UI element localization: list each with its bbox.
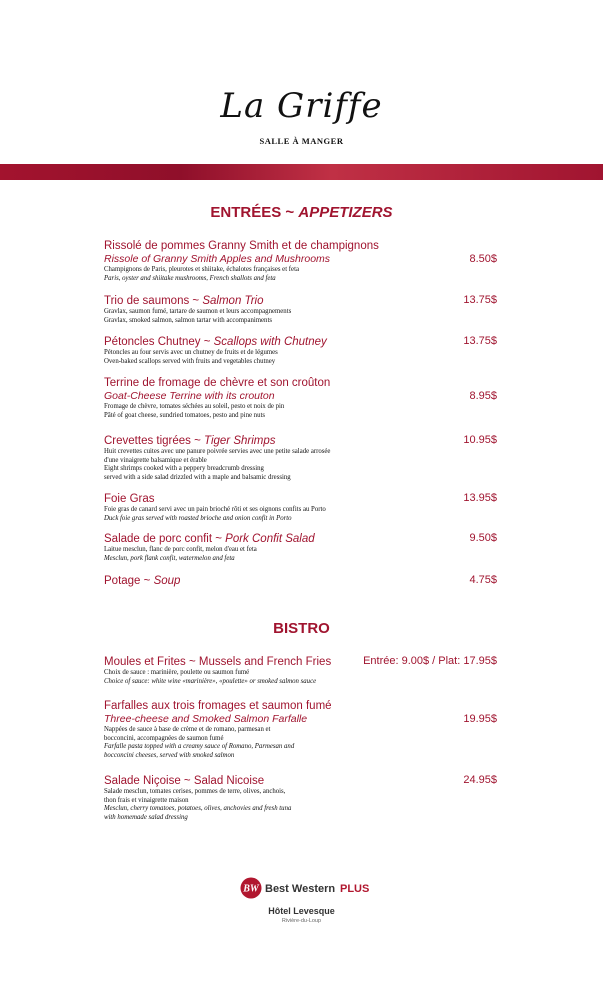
item-desc-en: Choice of sauce: white wine «marinière», «poulette» or smoked salmon sauce — [104, 677, 317, 685]
item-desc-en: Eight shrimps cooked with a peppery breadcrumb dressing — [104, 465, 264, 473]
item-name: Salade Niçoise ~ Salad Nicoise — [104, 775, 265, 787]
logo-mark: BW — [243, 883, 259, 895]
menu-item — [104, 434, 504, 482]
logo-text: Best Western — [265, 883, 336, 895]
menu-item — [104, 294, 504, 325]
item-desc-en: served with a side salad drizzled with a maple and balsamic dressing — [104, 473, 291, 481]
item-price: 13.95$ — [463, 492, 497, 504]
item-desc-fr: Choix de sauce : marinière, poulette ou saumon fumé — [104, 669, 250, 676]
menu-item — [104, 376, 504, 420]
menu-item — [104, 532, 504, 563]
item-price: 24.95$ — [463, 774, 497, 786]
item-desc-fr: d'une vinaigrette balsamique et érable — [104, 456, 207, 464]
item-name: Potage ~ Soup — [104, 575, 181, 587]
item-desc-en: Duck foie gras served with roasted brioche and onion confit in Porto — [104, 514, 292, 522]
menu-item — [104, 774, 504, 822]
item-name: Trio de saumons ~ Salmon Trio — [104, 295, 264, 307]
item-name-en: Rissole of Granny Smith Apples and Mushrooms — [104, 253, 331, 265]
item-desc-en: Farfalle pasta topped with a creamy sauce of Romano, Parmesan and — [104, 743, 295, 751]
item-desc-fr: bocconcini, accompagnées de saumon fumé — [104, 734, 224, 742]
logo-plus: PLUS — [340, 883, 369, 895]
item-desc-fr: Fromage de chèvre, tomates séchées au soleil, pesto et noix de pin — [104, 403, 285, 410]
item-desc-en: Mesclun, cherry tomatoes, potatoes, olives, anchovies and fresh tuna — [104, 805, 292, 813]
item-price: 4.75$ — [469, 574, 497, 586]
item-name-en: Three-cheese and Smoked Salmon Farfalle — [104, 713, 308, 725]
item-desc-fr: Nappées de sauce à base de crème et de romano, parmesan et — [104, 726, 271, 733]
hotel-city: Rivière-du-Loup — [281, 918, 322, 924]
item-desc-fr: Champignons de Paris, pleurotes et shiitake, échalotes françaises et feta — [104, 266, 299, 273]
item-desc-en: Paris, oyster and shiitake mushrooms, French shallots and feta — [104, 274, 276, 282]
item-desc-fr: Salade mesclun, tomates cerises, pommes de terre, olives, anchois, — [104, 788, 286, 795]
menu-item — [104, 335, 504, 366]
item-name: Crevettes tigrées ~ Tiger Shrimps — [104, 435, 276, 447]
item-desc-en: Mesclun, pork flank confit, watermelon and feta — [104, 554, 235, 562]
item-price: 13.75$ — [463, 294, 497, 306]
item-price: Entrée: 9.00$ / Plat: 17.95$ — [363, 655, 497, 667]
item-name: Pétoncles Chutney ~ Scallops with Chutney — [104, 336, 327, 348]
restaurant-subtitle: SALLE À MANGER — [259, 136, 344, 146]
item-desc-en: Pâté of goat cheese, sundried tomatoes, pesto and pine nuts — [104, 411, 266, 419]
item-name-en: Goat-Cheese Terrine with its crouton — [104, 390, 275, 402]
item-desc-fr: Laitue mesclun, flanc de porc confit, melon d'eau et feta — [104, 546, 257, 553]
menu-item — [104, 492, 504, 523]
item-price: 10.95$ — [463, 434, 497, 446]
item-price: 13.75$ — [463, 335, 497, 347]
best-western-logo — [239, 876, 369, 900]
item-desc-fr: Gravlax, saumon fumé, tartare de saumon et leurs accompagnements — [104, 308, 292, 315]
item-name: Terrine de fromage de chèvre et son croûton — [104, 377, 331, 389]
section-title-bistro: BISTRO — [273, 620, 330, 637]
item-desc-fr: Pétoncles au four servis avec un chutney de fruits et de légumes — [104, 349, 278, 356]
item-desc-en: with homemade salad dressing — [104, 813, 188, 821]
item-name: Rissolé de pommes Granny Smith et de champignons — [104, 240, 379, 252]
item-price: 8.95$ — [469, 390, 497, 402]
item-name: Farfalles aux trois fromages et saumon fumé — [104, 700, 332, 712]
section-title-entrees: ENTRÉES ~ APPETIZERS — [210, 204, 393, 221]
item-desc-fr: Huit crevettes cuites avec une panure poivrée servies avec une petite salade arrosée — [104, 448, 331, 455]
item-desc-en: Gravlax, smoked salmon, salmon tartar with accompaniments — [104, 316, 272, 324]
item-desc-fr: Foie gras de canard servi avec un pain brioché rôti et ses oignons confits au Porto — [104, 506, 326, 513]
item-name: Foie Gras — [104, 493, 155, 505]
item-name: Salade de porc confit ~ Pork Confit Salad — [104, 533, 315, 545]
item-desc-fr: thon frais et vinaigrette maison — [104, 796, 189, 804]
item-price: 8.50$ — [469, 253, 497, 265]
item-desc-en: bocconcini cheeses, served with smoked salmon — [104, 751, 235, 759]
hotel-name: Hôtel Levesque — [268, 906, 335, 916]
restaurant-logo: La Griffe — [220, 86, 383, 126]
menu-item — [104, 699, 504, 760]
decorative-band — [0, 164, 603, 180]
item-desc-en: Oven-baked scallops served with fruits and vegetables chutney — [104, 357, 276, 365]
item-price: 19.95$ — [463, 713, 497, 725]
menu-item — [104, 574, 504, 588]
menu-item — [104, 239, 504, 283]
item-price: 9.50$ — [469, 532, 497, 544]
item-name: Moules et Frites ~ Mussels and French Fries — [104, 656, 332, 668]
